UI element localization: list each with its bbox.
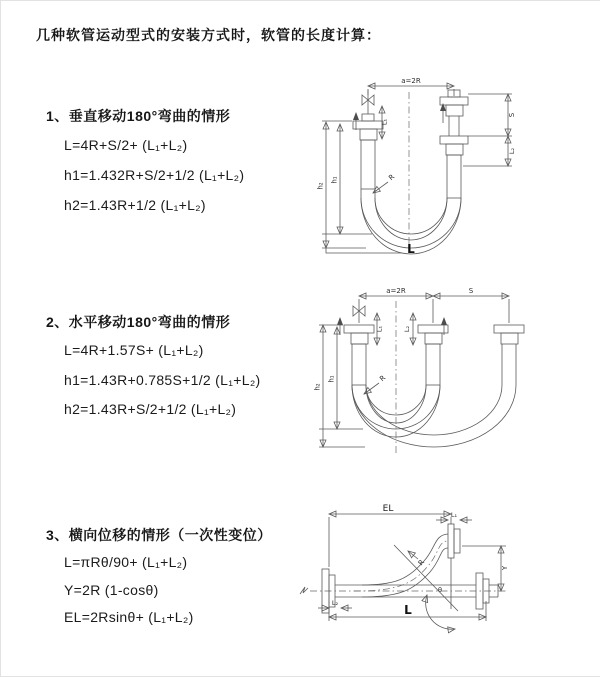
up-arrow-icon (440, 103, 446, 123)
left-fitting (344, 325, 374, 385)
radius-label: R (387, 172, 397, 183)
dim-l1-label: L₁ (450, 511, 458, 519)
section2-formula-h1: h1=1.43R+0.785S+1/2 (L₁+L₂) (64, 372, 261, 388)
angle-label: θ (438, 586, 442, 594)
dim-l2-label: L₂ (331, 599, 339, 607)
valve-icon (353, 299, 365, 323)
dim-l1 (436, 511, 472, 520)
radius-leader (364, 374, 387, 394)
dim-h1 (319, 327, 363, 429)
dim-l2 (318, 599, 352, 608)
page-title: 几种软管运动型式的安装方式时，软管的长度计算： (36, 27, 381, 43)
section1-formula-h2: h2=1.43R+1/2 (L₁+L₂) (64, 197, 206, 213)
dim-h1-label: h₁ (330, 176, 339, 184)
left-fitting (353, 114, 383, 198)
diagram-horizontal-180-bend (313, 281, 591, 456)
valve-icon (362, 90, 374, 114)
hose-s-curve (354, 534, 448, 597)
dim-l1-label: L₁ (375, 325, 384, 333)
diagram-vertical-180-bend (316, 76, 591, 256)
dim-a2r (359, 287, 433, 296)
section1-formula-h1: h1=1.432R+S/2+1/2 (L₁+L₂) (64, 167, 245, 183)
dim-l2 (508, 136, 516, 166)
radius-label: R (378, 373, 388, 384)
section2-formula-h2: h2=1.43R+S/2+1/2 (L₁+L₂) (64, 401, 237, 417)
dim-a2r (368, 77, 454, 96)
section2-heading: 2、水平移动180°弯曲的情形 (46, 314, 231, 330)
dim-a2r-label: a=2R (386, 287, 406, 295)
dim-l1 (381, 106, 389, 139)
dim-s-label: S (508, 112, 516, 118)
radius-leader (408, 551, 426, 567)
dim-s (433, 287, 509, 323)
hose-arcs (352, 385, 516, 447)
section3-formula-y: Y=2R (1-cosθ) (64, 582, 159, 598)
dim-a2r-label: a=2R (401, 77, 421, 85)
dim-y (462, 546, 509, 591)
dim-l1-label: L₁ (380, 118, 389, 126)
dim-l (329, 601, 486, 621)
dim-l2-label: L₂ (403, 325, 411, 333)
diagram-lateral-displacement (296, 501, 526, 651)
dim-l2-label: L₂ (508, 147, 516, 155)
up-arrow-icon (337, 317, 343, 335)
section3-formula-l: L=πRθ/90+ (L₁+L₂) (64, 554, 188, 570)
dim-l-label: L (404, 603, 412, 617)
dim-s-label: S (468, 287, 474, 295)
middle-fitting (418, 325, 448, 385)
dim-h2 (317, 121, 367, 248)
section1-formula-l: L=4R+S/2+ (L₁+L₂) (64, 137, 188, 153)
section3-formula-el: EL=2Rsinθ+ (L₁+L₂) (64, 609, 194, 625)
top-flange (448, 524, 460, 558)
right-fitting (494, 325, 524, 385)
up-arrow-icon (441, 317, 447, 335)
right-fitting (440, 90, 468, 198)
dim-el (329, 504, 451, 567)
radius-label: R (416, 558, 427, 568)
dim-h2-label: h₂ (316, 182, 325, 190)
length-label: L (407, 242, 415, 256)
length-bracket (326, 248, 402, 253)
dim-h2-label: h₂ (313, 383, 322, 391)
dim-el-label: EL (382, 504, 394, 514)
radius-leader (373, 173, 396, 193)
dim-l2 (403, 313, 413, 345)
section2-formula-l: L=4R+1.57S+ (L₁+L₂) (64, 342, 204, 358)
dim-y-label: Y (501, 565, 509, 571)
break-mark (300, 587, 308, 594)
dim-h1-label: h₁ (327, 375, 336, 383)
dim-l1 (376, 313, 384, 345)
section1-heading: 1、垂直移动180°弯曲的情形 (46, 108, 231, 124)
section3-heading: 3、横向位移的情形（一次性变位） (46, 527, 272, 543)
